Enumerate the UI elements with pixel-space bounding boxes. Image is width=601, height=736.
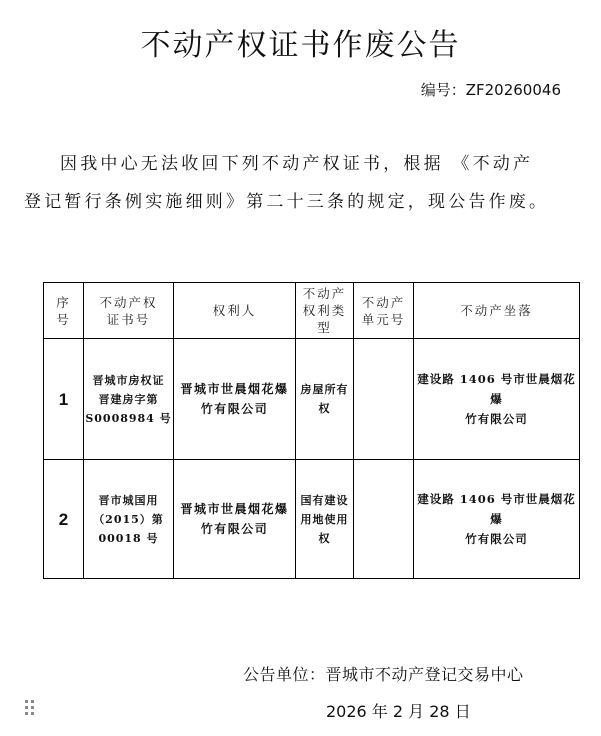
- header-owner: 权利人: [174, 283, 296, 339]
- cell-unit-no: [354, 339, 414, 460]
- cell-location: 建设路 1406 号市世晨烟花爆 竹有限公司: [414, 460, 580, 579]
- cell-location: 建设路 1406 号市世晨烟花爆 竹有限公司: [414, 339, 580, 460]
- page-title: 不动产权证书作废公告: [140, 28, 461, 63]
- cell-owner: 晋城市世晨烟花爆 竹有限公司: [174, 339, 296, 460]
- header-cert-no: 不动产权 证书号: [84, 283, 174, 339]
- cell-owner: 晋城市世晨烟花爆 竹有限公司: [174, 460, 296, 579]
- certificate-table: [43, 282, 580, 579]
- table-header-row: [44, 283, 580, 339]
- cell-seq: 2: [44, 460, 84, 579]
- paragraph-line-1: 因我中心无法收回下列不动产权证书，根据 《不动产: [60, 154, 534, 174]
- document-number: 编号：ZF20260046: [420, 81, 561, 99]
- cell-unit-no: [354, 460, 414, 579]
- header-seq: 序 号: [44, 283, 84, 339]
- cell-cert-no: 晋市城国用 （2015）第 00018 号: [84, 460, 174, 579]
- cell-cert-no: 晋城市房权证 晋建房字第 S0008984 号: [84, 339, 174, 460]
- cell-right-type: 房屋所有 权: [296, 339, 354, 460]
- announcement-paragraph: [24, 145, 584, 221]
- issuer-line: 公告单位：晋城市不动产登记交易中心: [243, 665, 524, 684]
- cell-right-type: 国有建设 用地使用 权: [296, 460, 354, 579]
- header-unit-no: 不动产 单元号: [354, 283, 414, 339]
- cell-seq: 1: [44, 339, 84, 460]
- paragraph-line-2: 登记暂行条例实施细则》第二十三条的规定，现公告作废。: [24, 192, 550, 212]
- drag-handle-icon[interactable]: [25, 700, 35, 716]
- issue-date: 2026 年 2 月 28 日: [326, 702, 471, 721]
- table-row: [44, 339, 580, 460]
- table-row: [44, 460, 580, 579]
- header-right-type: 不动产 权利类 型: [296, 283, 354, 339]
- header-location: 不动产坐落: [414, 283, 580, 339]
